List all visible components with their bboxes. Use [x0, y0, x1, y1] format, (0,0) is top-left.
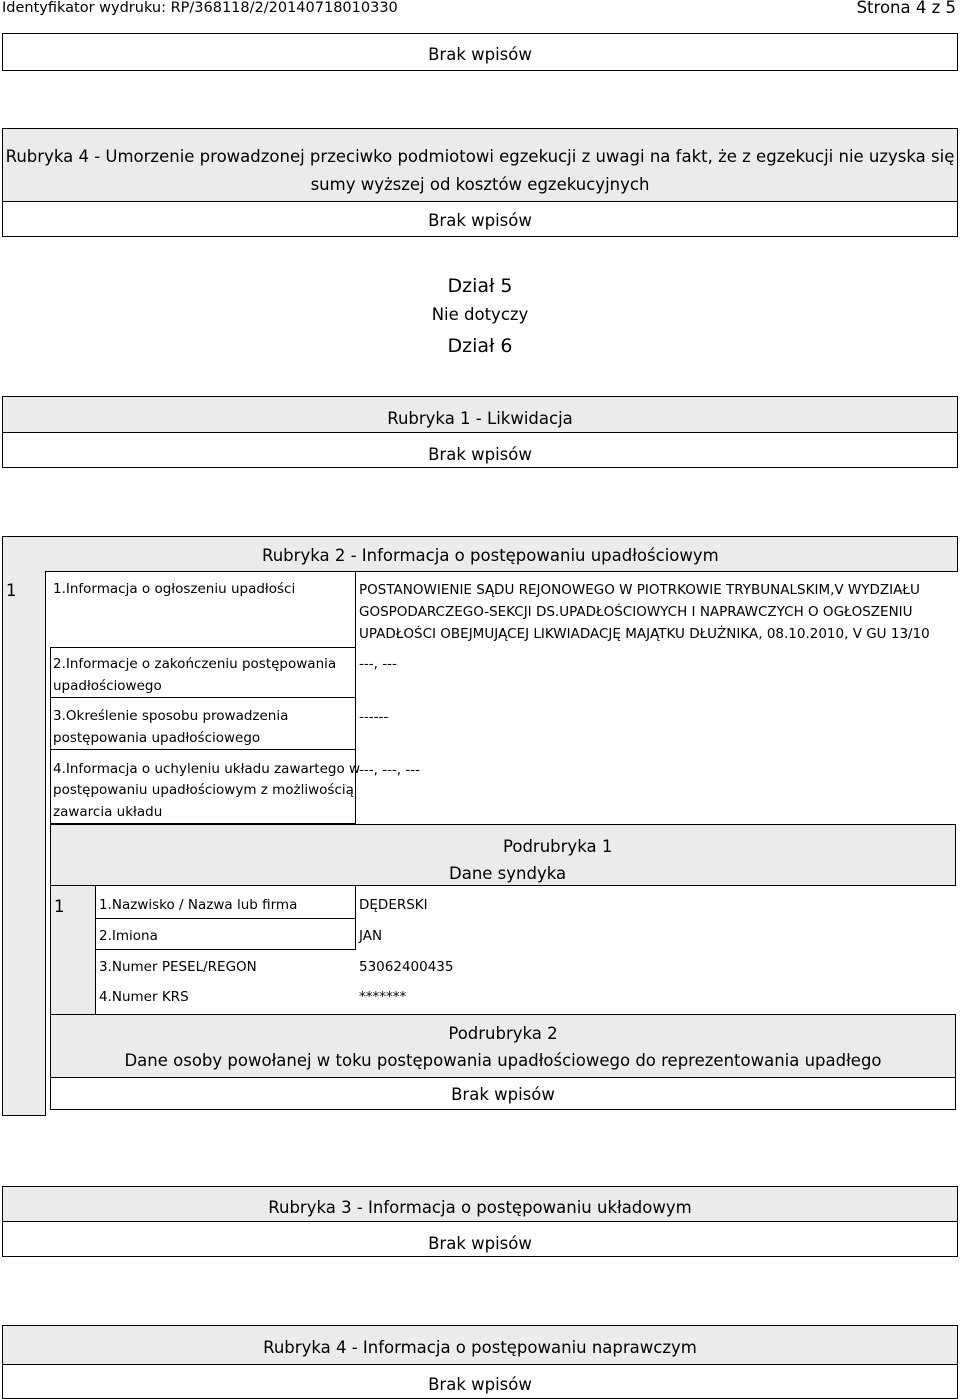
section-5-title: Dział 5	[447, 275, 513, 297]
rubryka-2-title: Rubryka 2 - Informacja o postępowaniu upadłościowym	[262, 546, 719, 565]
empty-entries-text: Brak wpisów	[428, 45, 532, 64]
field-value: ---, ---	[359, 656, 397, 672]
field-label-bankruptcy-method: 3.Określenie sposobu prowadzenia	[53, 708, 289, 724]
rubryka-4-body	[2, 201, 958, 237]
field-label-surname: 1.Nazwisko / Nazwa lub firma	[99, 897, 298, 913]
rubryka-4-naprawcze-title: Rubryka 4 - Informacja o postępowaniu naprawczym	[263, 1338, 697, 1357]
empty-entries-text: Brak wpisów	[428, 211, 532, 230]
field-label-first-names: 2.Imiona	[99, 928, 158, 944]
continuation-box	[2, 33, 958, 71]
field-label-line: postępowania upadłościowego	[53, 730, 261, 746]
field-label-line: zawarcia układu	[53, 804, 163, 820]
field-value-line: GOSPODARCZEGO-SEKCJI DS.UPADŁOŚCIOWYCH I NAPRAWCZYCH O OGŁOSZENIU	[359, 604, 913, 620]
rubryka-2-index: 1	[6, 581, 17, 600]
field-label-krs: 4.Numer KRS	[99, 989, 189, 1005]
podrubryka-1-header	[50, 824, 956, 886]
print-identifier: Identyfikator wydruku: RP/368118/2/20140718010330	[2, 0, 398, 16]
field-value-first-names: JAN	[359, 928, 383, 944]
section-5-note: Nie dotyczy	[431, 305, 529, 324]
rubryka-1-title: Rubryka 1 - Likwidacja	[387, 409, 573, 428]
podrubryka-2-body	[50, 1078, 956, 1110]
rubryka-4-title-line-1: Rubryka 4 - Umorzenie prowadzonej przeciwko podmiotowi egzekucji z uwagi na fakt, że z egzekucji nie uzyska się	[5, 147, 955, 166]
podrubryka-1-subtitle: Dane syndyka	[449, 864, 567, 883]
rubryka-1-body	[2, 432, 958, 468]
rubryka-4-naprawcze-header	[2, 1325, 958, 1365]
empty-entries-text: Brak wpisów	[428, 1375, 532, 1394]
section-6-title: Dział 6	[447, 335, 513, 357]
rubryka-1-header	[2, 396, 958, 433]
podrubryka-1-title: Podrubryka 1	[503, 837, 613, 856]
rubryka-3-header	[2, 1186, 958, 1222]
field-value-line: POSTANOWIENIE SĄDU REJONOWEGO W PIOTRKOWIE TRYBUNALSKIM,V WYDZIAŁU	[359, 582, 920, 598]
empty-entries-text: Brak wpisów	[428, 445, 532, 464]
field-value-krs: *******	[359, 989, 407, 1005]
podrubryka-2-header	[50, 1014, 956, 1078]
podrubryka-1-index: 1	[54, 897, 65, 916]
podrubryka-2-subtitle: Dane osoby powołanej w toku postępowania upadłościowego do reprezentowania upadłego	[124, 1051, 882, 1070]
page-number: Strona 4 z 5	[856, 0, 956, 17]
rubryka-4-umorzenie-header	[2, 128, 958, 202]
rubryka-3-body	[2, 1221, 958, 1257]
field-label-bankruptcy-end: 2.Informacje o zakończeniu postępowania	[53, 656, 337, 672]
podrubryka-2-title: Podrubryka 2	[448, 1024, 558, 1043]
empty-entries-text: Brak wpisów	[428, 1234, 532, 1253]
field-label-pesel-regon: 3.Numer PESEL/REGON	[99, 959, 257, 975]
field-value: ------	[359, 709, 389, 725]
field-label-line: upadłościowego	[53, 678, 162, 694]
field-value-surname: DĘDERSKI	[359, 897, 428, 913]
field-value: ---, ---, ---	[359, 762, 421, 778]
field-label-arrangement-revocation: 4.Informacja o uchyleniu układu zawartego w	[53, 761, 361, 777]
field-value-pesel-regon: 53062400435	[359, 959, 454, 975]
rubryka-4-title-line-2: sumy wyższej od kosztów egzekucyjnych	[310, 175, 650, 194]
empty-entries-text: Brak wpisów	[451, 1085, 555, 1104]
rubryka-3-title: Rubryka 3 - Informacja o postępowaniu układowym	[268, 1198, 692, 1217]
field-label-line: postępowaniu upadłościowym z możliwością	[53, 782, 354, 798]
rubryka-4-naprawcze-body	[2, 1364, 958, 1399]
field-value-line: UPADŁOŚCI OBEJMUJĄCEJ LIKWIADACJĘ MAJĄTKU DŁUŻNIKA, 08.10.2010, V GU 13/10	[359, 626, 930, 642]
field-label-bankruptcy-announcement: 1.Informacja o ogłoszeniu upadłości	[53, 581, 296, 597]
